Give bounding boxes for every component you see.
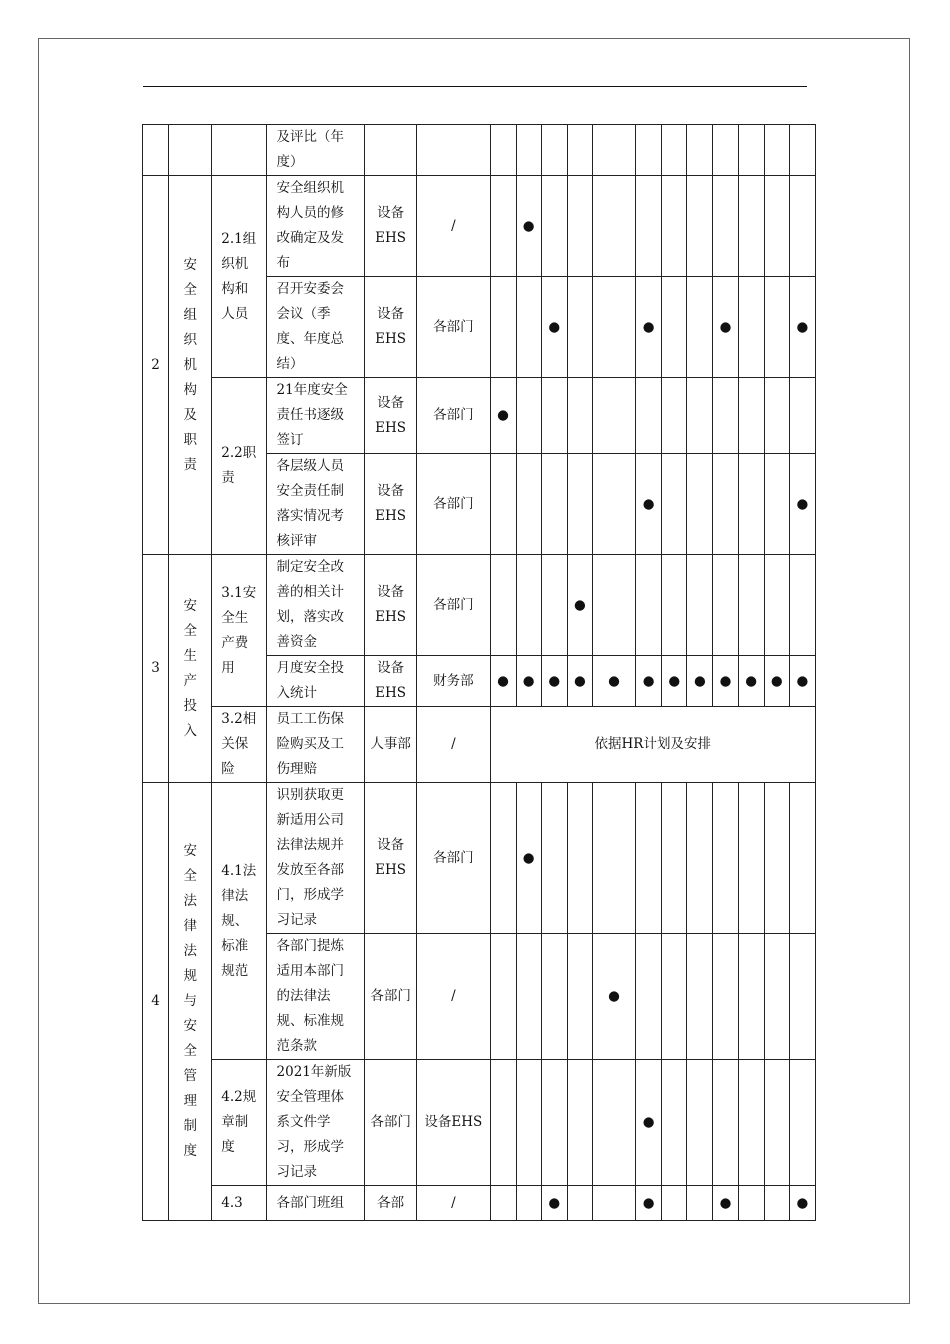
month-1-cell <box>490 783 516 934</box>
section-name-label: 安全组织机构及职责 <box>183 256 197 473</box>
month-4-cell <box>567 555 592 656</box>
month-9-cell <box>713 125 738 176</box>
month-8-cell <box>687 1060 713 1186</box>
section-name-cell <box>169 125 212 176</box>
assist-cell: 各部门 <box>417 277 490 378</box>
schedule-dot: ● <box>522 672 535 689</box>
schedule-dot: ● <box>796 672 809 689</box>
month-2-cell <box>516 1186 541 1221</box>
month-5-cell <box>592 1060 635 1186</box>
owner-cell: 设备EHS <box>364 555 416 656</box>
month-6-cell <box>636 555 662 656</box>
month-4-cell <box>567 176 592 277</box>
month-6-cell <box>636 934 662 1060</box>
schedule-dot: ● <box>573 672 586 689</box>
month-1-cell <box>490 125 516 176</box>
schedule-dot: ● <box>694 672 706 689</box>
task-cell: 月度安全投入统计 <box>266 656 364 707</box>
owner-cell: 设备EHS <box>364 378 416 454</box>
month-2-cell <box>516 783 541 934</box>
month-11-cell <box>764 934 789 1060</box>
task-cell: 各部门班组 <box>266 1186 364 1221</box>
table-row <box>143 783 816 934</box>
month-8-cell <box>687 783 713 934</box>
section-no-cell <box>143 125 169 176</box>
header-rule <box>143 86 807 87</box>
task-cell: 各部门提炼适用本部门的法律法规、标准规范条款 <box>266 934 364 1060</box>
month-11-cell <box>764 555 789 656</box>
schedule-dot: ● <box>719 672 732 689</box>
owner-cell: 设备EHS <box>364 277 416 378</box>
assist-cell: 各部门 <box>417 378 490 454</box>
assist-cell: 设备EHS <box>417 1060 490 1186</box>
month-10-cell <box>738 125 764 176</box>
month-5-cell <box>592 378 635 454</box>
month-1-cell <box>490 656 516 707</box>
section-no-cell: 4 <box>143 783 169 1221</box>
schedule-dot: ● <box>642 1114 655 1130</box>
owner-cell: 设备EHS <box>364 176 416 277</box>
section-name-label: 安全法律法规与安全管理制度 <box>183 843 197 1159</box>
schedule-dot: ● <box>770 672 783 689</box>
month-12-cell <box>789 555 815 656</box>
month-9-cell <box>713 277 738 378</box>
month-9-cell <box>713 934 738 1060</box>
month-6-cell <box>636 783 662 934</box>
month-11-cell <box>764 454 789 555</box>
month-2-cell <box>516 378 541 454</box>
task-cell: 制定安全改善的相关计划，落实改善资金 <box>266 555 364 656</box>
month-7-cell <box>662 1060 687 1186</box>
month-12-cell <box>789 378 815 454</box>
schedule-dot: ● <box>642 672 655 689</box>
sub-item-cell: 2.2职责 <box>212 378 266 555</box>
month-5-cell <box>592 125 635 176</box>
sub-item-cell: 2.1组织机构和人员 <box>212 176 266 378</box>
month-11-cell <box>764 1186 789 1221</box>
month-7-cell <box>662 454 687 555</box>
month-10-cell <box>738 176 764 277</box>
schedule-dot: ● <box>497 672 509 689</box>
month-3-cell <box>541 1060 567 1186</box>
month-10-cell <box>738 656 764 707</box>
assist-cell: / <box>417 707 490 783</box>
assist-cell: 财务部 <box>417 656 490 707</box>
month-9-cell <box>713 783 738 934</box>
month-3-cell <box>541 277 567 378</box>
schedule-dot: ● <box>548 318 561 335</box>
month-9-cell <box>713 378 738 454</box>
month-12-cell <box>789 176 815 277</box>
task-cell: 2021年新版安全管理体系文件学习，形成学习记录 <box>266 1060 364 1186</box>
month-8-cell <box>687 656 713 707</box>
table-row <box>143 555 816 656</box>
month-4-cell <box>567 783 592 934</box>
month-10-cell <box>738 1186 764 1221</box>
month-3-cell <box>541 656 567 707</box>
table-row <box>143 176 816 277</box>
schedule-dot: ● <box>608 672 620 689</box>
month-9-cell <box>713 1186 738 1221</box>
month-6-cell <box>636 1060 662 1186</box>
month-1-cell <box>490 176 516 277</box>
schedule-dot: ● <box>796 1194 809 1211</box>
month-7-cell <box>662 656 687 707</box>
section-no-cell: 2 <box>143 176 169 555</box>
month-6-cell <box>636 1186 662 1221</box>
month-2-cell <box>516 125 541 176</box>
owner-cell: 各部 <box>364 1186 416 1221</box>
assist-cell: 各部门 <box>417 783 490 934</box>
month-3-cell <box>541 378 567 454</box>
table-row <box>143 1060 816 1186</box>
schedule-dot: ● <box>668 672 681 689</box>
month-7-cell <box>662 783 687 934</box>
month-1-cell <box>490 1060 516 1186</box>
month-3-cell <box>541 934 567 1060</box>
task-cell: 安全组织机构人员的修改确定及发布 <box>266 176 364 277</box>
month-1-cell <box>490 934 516 1060</box>
month-3-cell <box>541 454 567 555</box>
month-1-cell <box>490 378 516 454</box>
month-2-cell <box>516 454 541 555</box>
month-2-cell <box>516 176 541 277</box>
section-no-cell: 3 <box>143 555 169 783</box>
month-6-cell <box>636 454 662 555</box>
month-1-cell <box>490 1186 516 1221</box>
assist-cell: 各部门 <box>417 555 490 656</box>
month-1-cell <box>490 555 516 656</box>
schedule-dot: ● <box>719 1194 732 1211</box>
month-6-cell <box>636 656 662 707</box>
month-7-cell <box>662 176 687 277</box>
month-7-cell <box>662 125 687 176</box>
month-12-cell <box>789 783 815 934</box>
month-4-cell <box>567 378 592 454</box>
schedule-dot: ● <box>719 318 732 335</box>
assist-cell: 各部门 <box>417 454 490 555</box>
month-8-cell <box>687 378 713 454</box>
month-8-cell <box>687 176 713 277</box>
sub-item-cell <box>212 125 266 176</box>
schedule-dot: ● <box>642 495 655 512</box>
task-cell: 各层级人员安全责任制落实情况考核评审 <box>266 454 364 555</box>
month-5-cell <box>592 176 635 277</box>
task-cell: 员工工伤保险购买及工伤理赔 <box>266 707 364 783</box>
table-row <box>143 1186 816 1221</box>
month-11-cell <box>764 1060 789 1186</box>
owner-cell: 设备EHS <box>364 783 416 934</box>
month-1-cell <box>490 277 516 378</box>
month-7-cell <box>662 1186 687 1221</box>
month-5-cell <box>592 1186 635 1221</box>
month-4-cell <box>567 656 592 707</box>
month-6-cell <box>636 277 662 378</box>
sub-item-cell: 3.2相关保险 <box>212 707 266 783</box>
month-8-cell <box>687 277 713 378</box>
month-8-cell <box>687 454 713 555</box>
schedule-dot: ● <box>573 596 586 613</box>
month-6-cell <box>636 125 662 176</box>
month-11-cell <box>764 176 789 277</box>
sub-item-cell: 4.3 <box>212 1186 266 1221</box>
month-5-cell <box>592 934 635 1060</box>
month-12-cell <box>789 277 815 378</box>
month-5-cell <box>592 454 635 555</box>
month-4-cell <box>567 277 592 378</box>
month-4-cell <box>567 934 592 1060</box>
schedule-dot: ● <box>796 318 809 335</box>
table-row <box>143 707 816 783</box>
owner-cell <box>364 125 416 176</box>
month-3-cell <box>541 176 567 277</box>
month-9-cell <box>713 656 738 707</box>
owner-cell: 设备EHS <box>364 656 416 707</box>
assist-cell: / <box>417 934 490 1060</box>
assist-cell: / <box>417 1186 490 1221</box>
assist-cell: / <box>417 176 490 277</box>
schedule-note-cell: 依据HR计划及安排 <box>490 707 816 783</box>
task-cell: 召开安委会会议（季度、年度总结） <box>266 277 364 378</box>
month-10-cell <box>738 783 764 934</box>
task-cell: 21年度安全责任书逐级签订 <box>266 378 364 454</box>
schedule-dot: ● <box>497 407 509 423</box>
month-8-cell <box>687 1186 713 1221</box>
schedule-dot: ● <box>522 849 535 866</box>
month-3-cell <box>541 1186 567 1221</box>
owner-cell: 人事部 <box>364 707 416 783</box>
sub-item-cell: 4.1法律法规、标准规范 <box>212 783 266 1060</box>
month-12-cell <box>789 934 815 1060</box>
month-4-cell <box>567 125 592 176</box>
table-row <box>143 378 816 454</box>
month-9-cell <box>713 555 738 656</box>
month-4-cell <box>567 1186 592 1221</box>
task-cell: 及评比（年度） <box>266 125 364 176</box>
month-8-cell <box>687 934 713 1060</box>
month-10-cell <box>738 454 764 555</box>
month-7-cell <box>662 934 687 1060</box>
month-2-cell <box>516 656 541 707</box>
table-row <box>143 125 816 176</box>
month-3-cell <box>541 125 567 176</box>
month-12-cell <box>789 125 815 176</box>
section-name-cell <box>169 783 212 1221</box>
month-3-cell <box>541 783 567 934</box>
month-2-cell <box>516 277 541 378</box>
month-5-cell <box>592 656 635 707</box>
month-3-cell <box>541 555 567 656</box>
owner-cell: 各部门 <box>364 1060 416 1186</box>
month-7-cell <box>662 378 687 454</box>
schedule-dot: ● <box>642 318 655 335</box>
month-9-cell <box>713 176 738 277</box>
schedule-dot: ● <box>548 1194 561 1211</box>
assist-cell <box>417 125 490 176</box>
month-9-cell <box>713 454 738 555</box>
task-cell: 识别获取更新适用公司法律法规并发放至各部门，形成学习记录 <box>266 783 364 934</box>
month-10-cell <box>738 277 764 378</box>
month-2-cell <box>516 934 541 1060</box>
month-2-cell <box>516 1060 541 1186</box>
section-name-cell <box>169 176 212 555</box>
owner-cell: 设备EHS <box>364 454 416 555</box>
month-1-cell <box>490 454 516 555</box>
month-12-cell <box>789 656 815 707</box>
section-name-label: 安全生产投入 <box>183 597 197 739</box>
schedule-dot: ● <box>522 217 535 234</box>
month-5-cell <box>592 555 635 656</box>
month-11-cell <box>764 378 789 454</box>
month-10-cell <box>738 934 764 1060</box>
month-11-cell <box>764 125 789 176</box>
schedule-dot: ● <box>608 988 620 1004</box>
month-7-cell <box>662 277 687 378</box>
month-6-cell <box>636 378 662 454</box>
month-6-cell <box>636 176 662 277</box>
month-12-cell <box>789 1060 815 1186</box>
section-name-cell <box>169 555 212 783</box>
month-12-cell <box>789 454 815 555</box>
month-7-cell <box>662 555 687 656</box>
month-10-cell <box>738 378 764 454</box>
schedule-dot: ● <box>642 1194 655 1211</box>
sub-item-cell: 4.2规章制度 <box>212 1060 266 1186</box>
month-10-cell <box>738 555 764 656</box>
month-11-cell <box>764 277 789 378</box>
schedule-dot: ● <box>796 495 809 512</box>
month-5-cell <box>592 277 635 378</box>
month-12-cell <box>789 1186 815 1221</box>
month-4-cell <box>567 1060 592 1186</box>
month-11-cell <box>764 783 789 934</box>
schedule-dot: ● <box>548 672 561 689</box>
owner-cell: 各部门 <box>364 934 416 1060</box>
month-10-cell <box>738 1060 764 1186</box>
annual-safety-plan-table <box>142 124 816 1221</box>
schedule-dot: ● <box>745 672 757 689</box>
month-5-cell <box>592 783 635 934</box>
month-8-cell <box>687 555 713 656</box>
month-9-cell <box>713 1060 738 1186</box>
month-4-cell <box>567 454 592 555</box>
month-11-cell <box>764 656 789 707</box>
month-2-cell <box>516 555 541 656</box>
month-8-cell <box>687 125 713 176</box>
sub-item-cell: 3.1安全生产费用 <box>212 555 266 707</box>
